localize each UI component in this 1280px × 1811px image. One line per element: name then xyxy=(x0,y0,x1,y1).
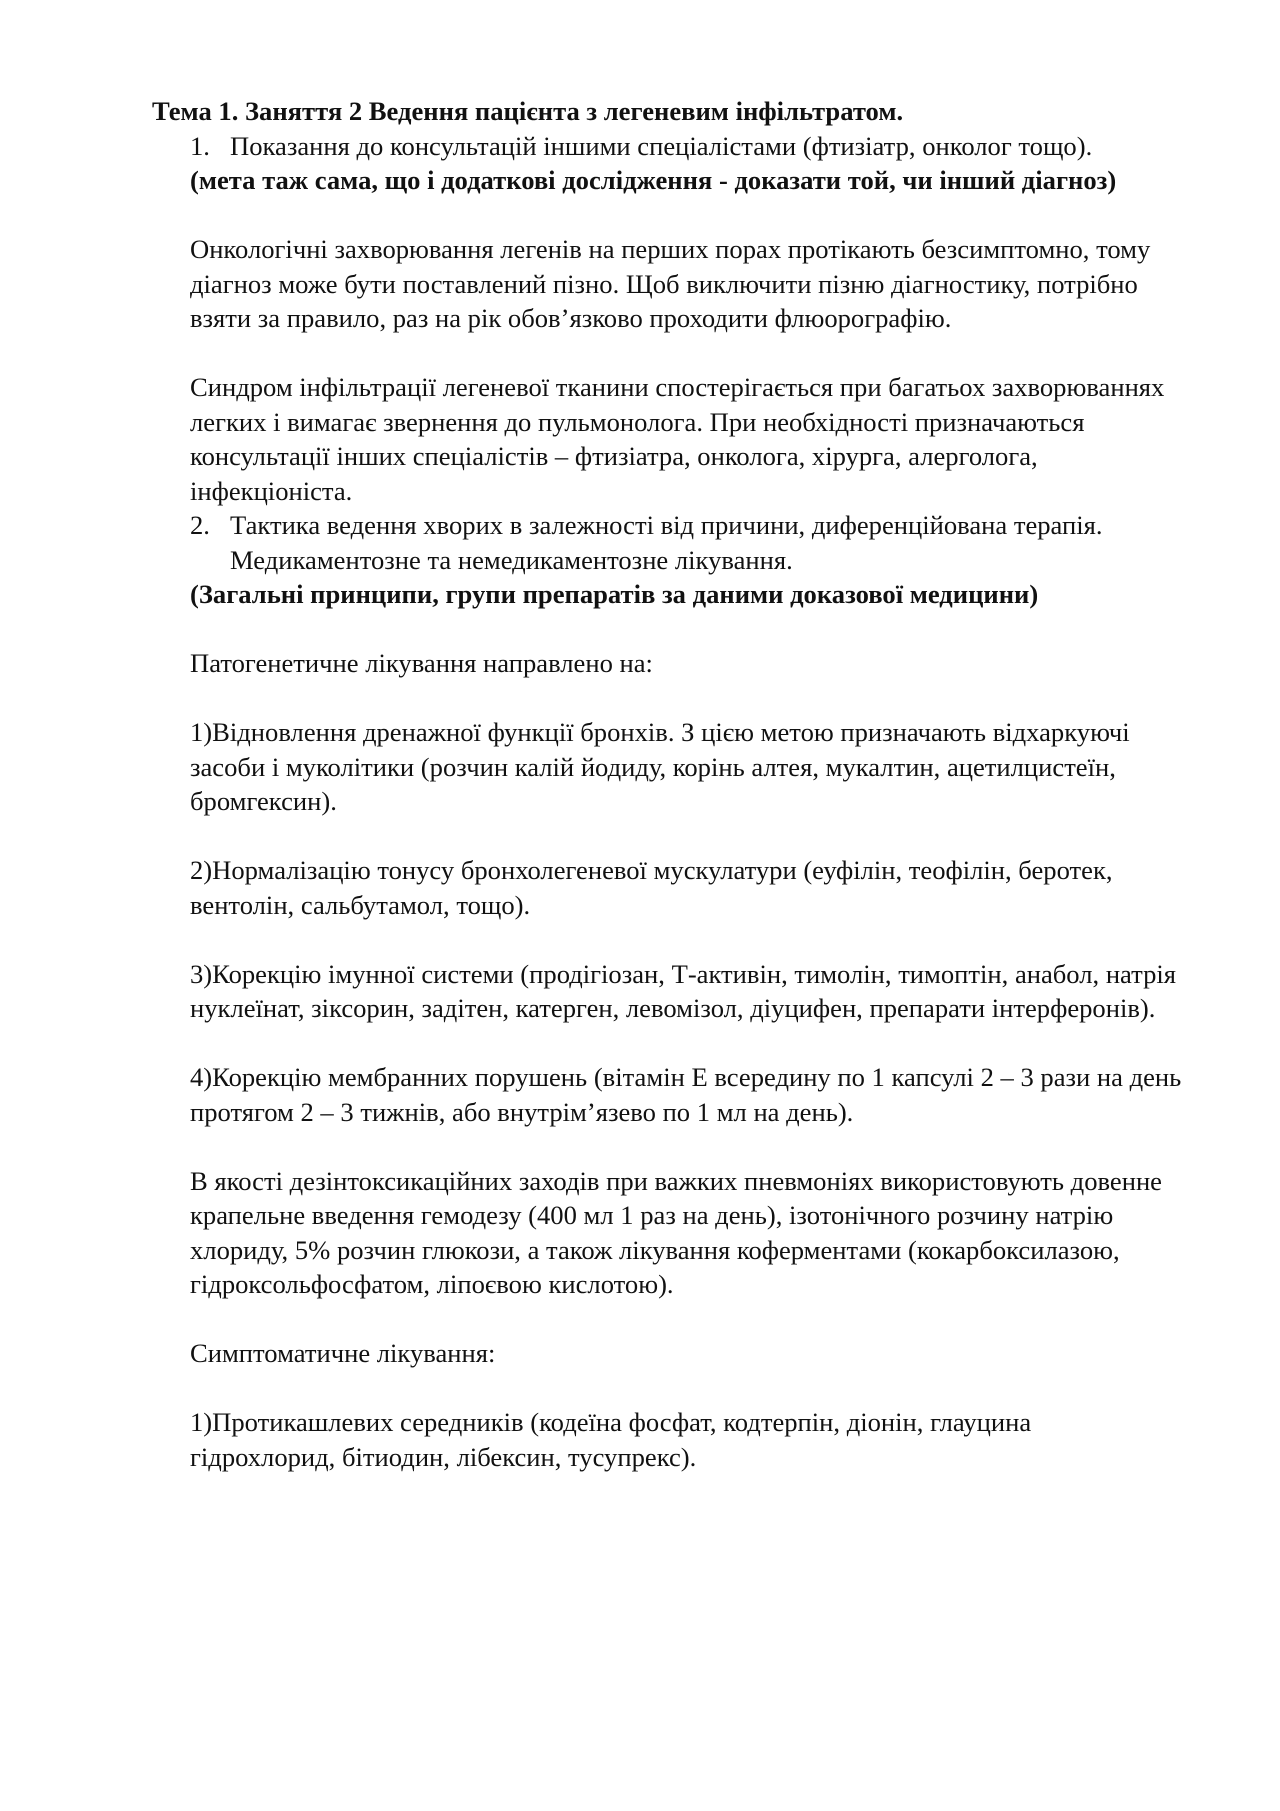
list-item-1-number: 1. xyxy=(190,130,210,161)
list-item-1 xyxy=(190,129,1182,164)
document-page xyxy=(152,94,1182,1474)
pathogenetic-item-1: 1)Відновлення дренажної функції бронхів. З цією метою призначають відхаркуючі засоби і муколітики (розчин калій йодиду, корінь алтея, мукалтин, ацетилцистеїн, бромгексин). xyxy=(190,717,1130,816)
paragraph-oncology: Онкологічні захворювання легенів на перших порах протікають безсимптомно, тому діагноз може бути поставлений пізно. Щоб виключити пізню діагностику, потрібно взяти за правило, раз на рік обов’язково проходити флюорографію. xyxy=(190,234,1151,333)
spacer xyxy=(152,922,1182,957)
pathogenetic-item-3: 3)Корекцію імунної системи (продігіозан, Т-активін, тимолін, тимоптін, анабол, натрія нуклеїнат, зіксорин, задітен, катерген, левомізол, діуцифен, препарати інтерферонів). xyxy=(190,958,1177,1023)
spacer xyxy=(152,1129,1182,1164)
spacer xyxy=(152,612,1182,647)
spacer xyxy=(152,819,1182,854)
symptomatic-item-1: 1)Протикашлевих середників (кодеїна фосфат, кодтерпін, діонін, глауцина гідрохлорид, бітиодин, лібексин, тусупрекс). xyxy=(190,1407,1032,1472)
page-title: Тема 1. Заняття 2 Ведення пацієнта з легеневим інфільтратом. xyxy=(152,96,904,126)
spacer xyxy=(152,1371,1182,1406)
spacer xyxy=(152,336,1182,371)
list-item-2-text: Тактика ведення хворих в залежності від причини, диференційована терапія. Медикаментозне та немедикаментозне лікування. xyxy=(230,510,1103,575)
symptomatic-intro: Симптоматичне лікування: xyxy=(190,1338,496,1368)
pathogenetic-intro: Патогенетичне лікування направлено на: xyxy=(190,648,653,678)
list-item-1-text: Показання до консультацій іншими спеціалістами (фтизіатр, онколог тощо). xyxy=(230,130,1093,161)
spacer xyxy=(152,198,1182,233)
paragraph-infiltration-syndrome: Синдром інфільтрації легеневої тканини спостерігається при багатьох захворюваннях легких і вимагає звернення до пульмонолога. При необхідності призначаються консультації інших спеціалістів – фтизіатра, онколога, хірурга, алерголога, інфекціоніста. xyxy=(190,372,1165,506)
spacer xyxy=(152,1302,1182,1337)
pathogenetic-item-4: 4)Корекцію мембранних порушень (вітамін Е всередину по 1 капсулі 2 – 3 рази на день протягом 2 – 3 тижнів, або внутрім’язево по 1 мл на день). xyxy=(190,1062,1182,1127)
list-item-2-number: 2. xyxy=(190,510,210,540)
list-item-2 xyxy=(190,508,1182,577)
list-item-2-note: (Загальні принципи, групи препаратів за даними доказової медицини) xyxy=(190,579,1039,609)
pathogenetic-item-2: 2)Нормалізацію тонусу бронхолегеневої мускулатури (еуфілін, теофілін, беротек, вентолін, сальбутамол, тощо). xyxy=(190,855,1113,920)
spacer xyxy=(152,1026,1182,1061)
spacer xyxy=(152,681,1182,716)
paragraph-detoxification: В якості дезінтоксикаційних заходів при важких пневмоніях використовують довенне крапельне введення гемодезу (400 мл 1 раз на день), ізотонічного розчину натрію хлориду, 5% розчин глюкози, а також лікування коферментами (кокарбоксилазою, гідроксольфосфатом, ліпоєвою кислотою). xyxy=(190,1165,1162,1299)
list-item-1-note: (мета таж сама, що і додаткові дослідження - доказати той, чи інший діагноз) xyxy=(190,165,1117,195)
